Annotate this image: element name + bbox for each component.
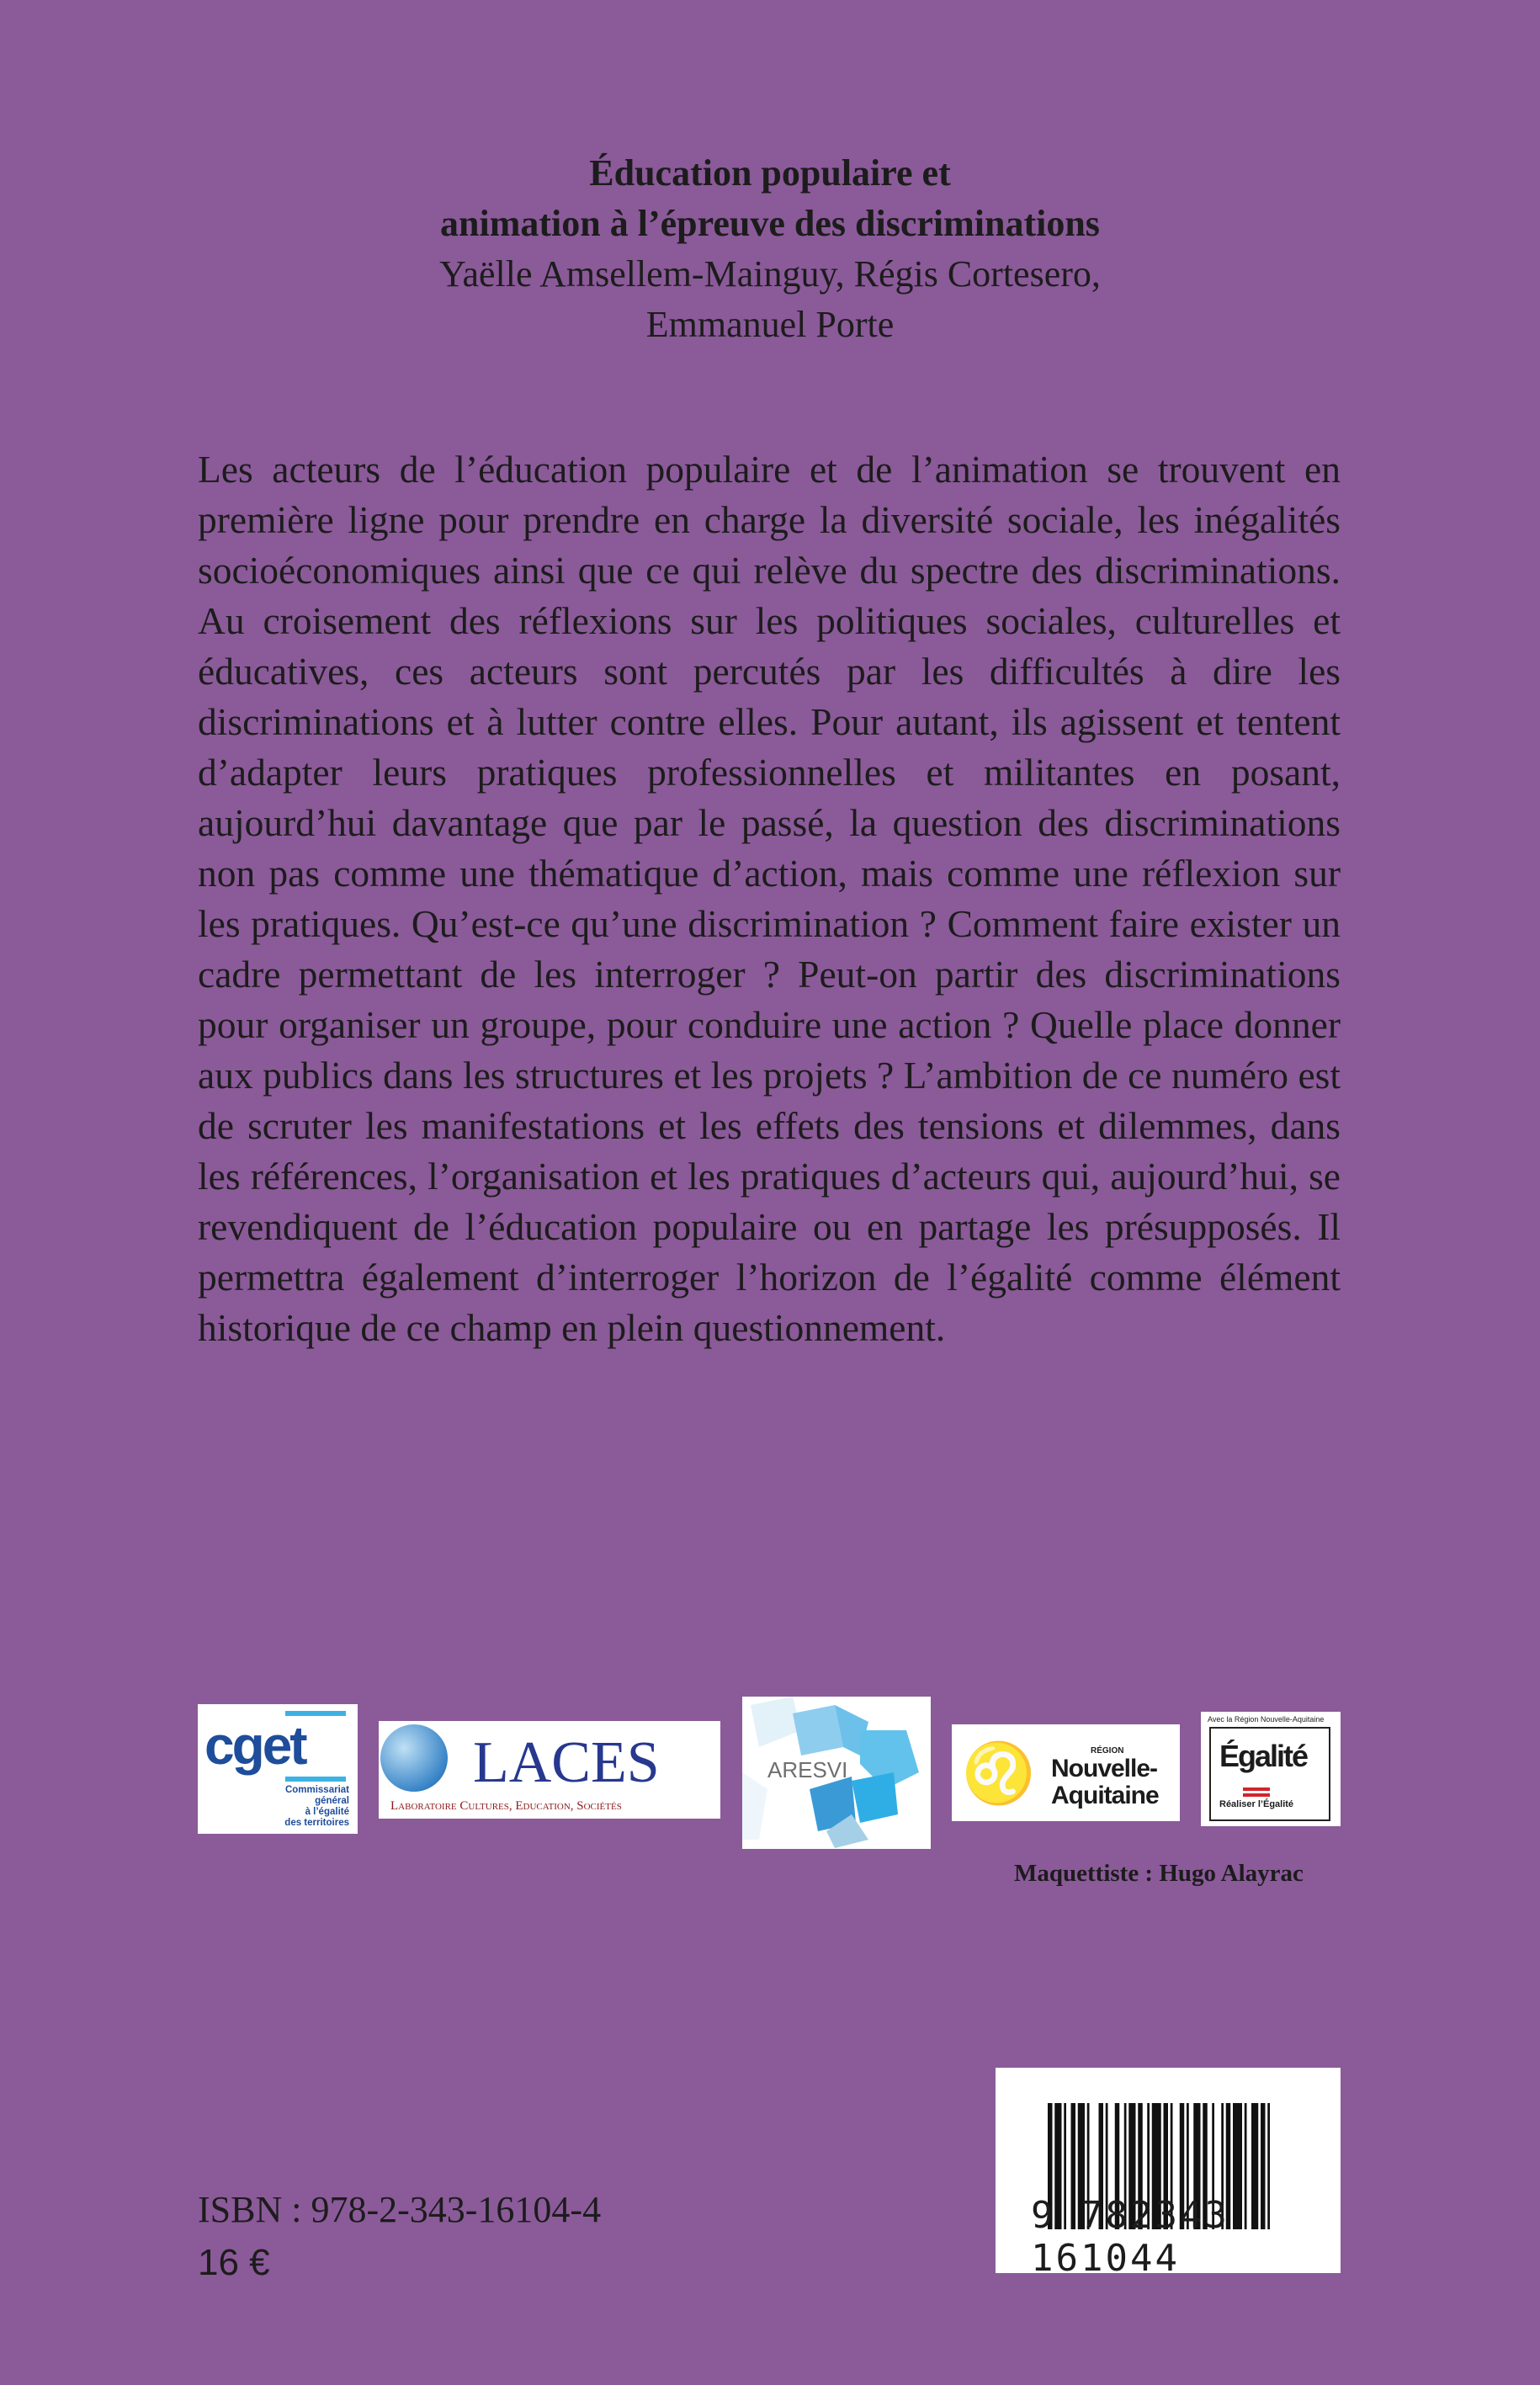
laces-logo-word: LACES: [473, 1730, 660, 1795]
aresvi-logo: [742, 1697, 931, 1849]
title-line-2: animation à l’épreuve des discriminations: [440, 203, 1100, 244]
authors-line-1: Yaëlle Amsellem-Mainguy, Régis Cortesero,: [439, 253, 1101, 295]
globe-icon: [380, 1724, 448, 1792]
egalite-logo: [1201, 1712, 1341, 1826]
nouvelle-aquitaine-logo: [952, 1724, 1180, 1821]
cget-logo-word: cget: [204, 1715, 305, 1776]
aresvi-logo-word: ARESVI: [767, 1757, 848, 1782]
title-line-1: Éducation populaire et: [589, 152, 951, 194]
egalite-word: Égalité: [1219, 1739, 1308, 1773]
laces-logo: [379, 1721, 720, 1819]
isbn: ISBN : 978-2-343-16104-4: [198, 2189, 602, 2230]
laces-logo-subtitle: Laboratoire Cultures, Education, Sociétés: [390, 1799, 622, 1813]
equals-icon: [1243, 1787, 1270, 1791]
egalite-subtitle: Réaliser l’Égalité: [1219, 1799, 1294, 1809]
egalite-top-label: Avec la Région Nouvelle-Aquitaine: [1208, 1715, 1325, 1724]
region-label: RÉGION: [1091, 1746, 1124, 1756]
back-cover-summary: Les acteurs de l’éducation populaire et de l’animation se trouvent en première ligne pour prendre en charge la diversité sociale, les inégalités socioéconomiques ainsi que ce qui relève du spectre des discriminations. Au croisement des réflexions sur les politiques sociales, culturelles et éducatives, ces acteurs sont percutés par les difficultés à dire les discriminations et à lutter contre elles. Pour autant, ils agissent et tentent d’adapter leurs pratiques professionnelles et militantes en posant, aujourd’hui davantage que par le passé, la question des discriminations non pas comme une thématique d’action, mais comme une réflexion sur les pratiques. Qu’est-ce qu’une discrimination ? Comment faire exister un cadre permettant de les interroger ? Peut-on partir des discriminations pour organiser un groupe, pour conduire une action ? Quelle place donner aux publics dans les structures et les projets ? L’ambition de ce numéro est de scruter les manifestations et les effets des tensions et dilemmes, dans les références, l’organisation et les pratiques d’acteurs qui, aujourd’hui, se revendiquent de l’éducation populaire ou en partage les présupposés. Il permettra également d’interroger l’horizon de l’égalité comme élément historique de ce champ en plein questionnement.: [198, 448, 1341, 1349]
book-title-block: [0, 148, 1540, 350]
nouvelle-label: Nouvelle-: [1051, 1755, 1158, 1782]
price: 16 €: [198, 2242, 270, 2283]
designer-credit: Maquettiste : Hugo Alayrac: [1014, 1860, 1304, 1887]
cget-logo: [198, 1704, 358, 1834]
barcode-digits: 9 782343 161044: [1031, 2194, 1229, 2280]
aquitaine-label: Aquitaine: [1051, 1782, 1159, 1809]
barcode: [996, 2068, 1341, 2280]
lion-icon: ♌: [962, 1740, 1036, 1806]
authors-line-2: Emmanuel Porte: [645, 304, 895, 345]
cget-logo-subtitle: Commissariat général à l’égalité des territoires: [284, 1785, 349, 1828]
